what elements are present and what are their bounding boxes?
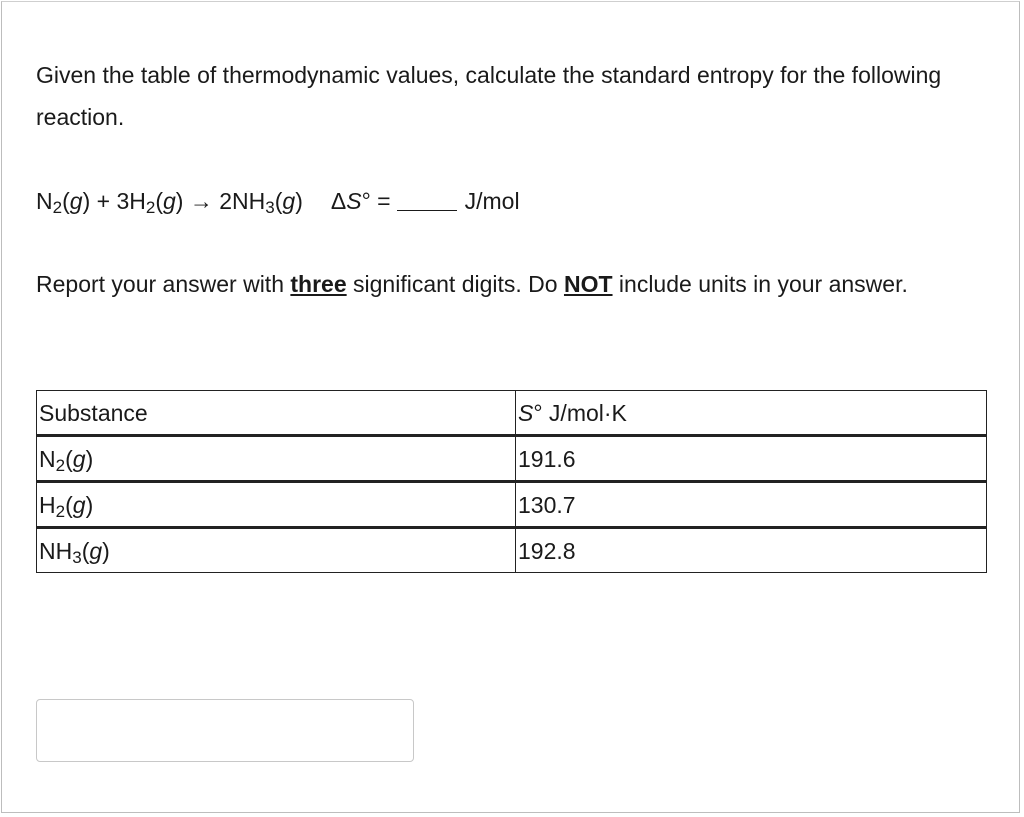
table-row: [37, 482, 987, 528]
header-substance: Substance: [37, 391, 516, 436]
answer-blank: [397, 189, 457, 211]
delta-s-label: ΔS° =: [330, 188, 391, 214]
reactant-h2: + 3H: [90, 188, 146, 214]
thermo-table: [36, 390, 987, 573]
table-row: [37, 436, 987, 482]
entropy-cell: 192.8: [516, 528, 987, 573]
substance-cell: $N_2(g)$: [37, 436, 516, 482]
reaction-equation: $N_2(g) + 3H_2(g) \to 2NH_3(g) \Delta S^\circ = J/mol$: [36, 188, 520, 217]
emphasis-not: NOT: [563, 271, 613, 297]
header-entropy: S° J/mol·K: [516, 391, 987, 436]
entropy-cell: 191.6: [516, 436, 987, 482]
emphasis-three: three: [290, 271, 347, 297]
table-row: [37, 528, 987, 573]
substance-cell: $H_2(g)$: [37, 482, 516, 528]
instruction-text: Report your answer with three significant digits. Do NOT include units in your answer.: [36, 271, 908, 297]
table-header-row: [37, 391, 987, 436]
reactant-n2: $N_2(g)$: [36, 188, 91, 217]
question-intro: Given the table of thermodynamic values, calculate the standard entropy for the following reaction.: [36, 62, 942, 130]
product-nh3: → 2NH: [183, 188, 266, 214]
substance-cell: $NH_3(g)$: [37, 528, 516, 573]
entropy-cell: 130.7: [516, 482, 987, 528]
answer-input[interactable]: [36, 699, 414, 762]
units-label: J/mol: [464, 188, 520, 214]
